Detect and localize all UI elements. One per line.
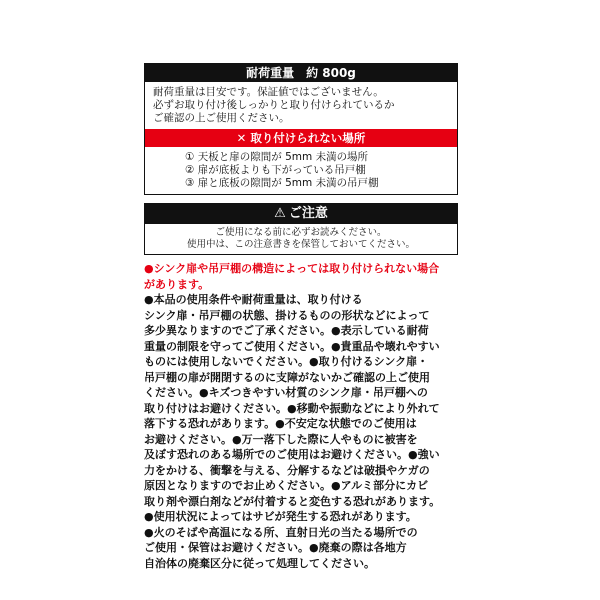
precaution-line: ●本品の使用条件や耐荷重量は、取り付ける xyxy=(144,293,363,306)
precaution-line: 多少異なりますのでご了承ください。●表示している耐荷 xyxy=(144,324,429,337)
no-install-conditions xyxy=(145,147,457,194)
weight-note-line: ご確認の上ご使用ください。 xyxy=(153,112,290,124)
precaution-line-red: があります。 xyxy=(144,277,210,291)
precaution-line: ください。●キズつきやすい材質のシンク扉・吊戸棚への xyxy=(144,386,428,399)
condition-item: ① 天板と扉の隙間が 5mm 未満の場所 xyxy=(185,151,369,163)
precaution-line: 取り付けはお避けください。●移動や振動などにより外れて xyxy=(144,401,440,415)
no-install-header xyxy=(145,129,457,147)
condition-item: ② 扉が底板よりも下がっている吊戸棚 xyxy=(185,164,366,176)
caution-header xyxy=(145,204,457,224)
precaution-line: 取り剤や漂白剤などが付着すると変色する恐れがあります。 xyxy=(144,494,441,508)
no-install-title: 取り付けられない場所 xyxy=(250,131,366,145)
cross-icon: ✕ xyxy=(236,131,247,145)
precaution-line: 吊戸棚の扉が開閉するのに支障がないかご確認の上ご使用 xyxy=(144,370,430,384)
precaution-line: 自治体の廃棄区分に従って処理してください。 xyxy=(144,556,375,570)
weight-notes xyxy=(145,82,457,129)
precaution-line-red: ●シンク扉や吊戸棚の構造によっては取り付けられない場合 xyxy=(144,262,440,275)
precaution-line: お避けください。●万一落下した際に人やものに被害を xyxy=(144,432,418,446)
precaution-line: 力をかける、衝撃を与える、分解するなどは破損やケガの xyxy=(144,463,430,477)
weight-note-line: 必ずお取り付け後しっかりと取り付けられているか xyxy=(153,99,395,111)
weight-box xyxy=(144,63,458,195)
caution-box xyxy=(144,203,458,255)
precaution-line: 及ぼす恐れのある場所でのご使用はお避けください。●強い xyxy=(144,448,440,461)
caution-note-line: ご使用になる前に必ずお読みください。 xyxy=(215,227,387,238)
precaution-line: 落下する恐れがあります。●不安定な状態でのご使用は xyxy=(144,417,417,430)
precaution-line: ●使用状況によってはサビが発生する恐れがあります。 xyxy=(144,510,417,523)
weight-header: 耐荷重量 約 800g xyxy=(145,64,457,82)
precaution-line: シンク扉・吊戸棚の状態、掛けるものの形状などによって xyxy=(144,308,430,322)
precaution-line: ご使用・保管はお避けください。●廃棄の際は各地方 xyxy=(144,541,407,554)
caution-notes xyxy=(145,224,457,254)
precaution-line: ●火のそばや高温になる所、直射日光の当たる場所での xyxy=(144,525,418,539)
product-notice xyxy=(144,63,458,571)
caution-note-line: 使用中は、この注意書きを保管しておいてください。 xyxy=(186,239,415,250)
condition-item: ③ 扉と底板の隙間が 5mm 未満の吊戸棚 xyxy=(185,177,379,189)
precaution-line: 原因となりますのでお止めください。●アルミ部分にカビ xyxy=(144,479,429,492)
usage-precautions xyxy=(144,261,458,571)
weight-note-line: 耐荷重量は目安です。保証値ではございません。 xyxy=(153,86,384,98)
warning-triangle-icon: ⚠ xyxy=(274,206,286,221)
caution-title: ご注意 xyxy=(288,206,328,221)
precaution-line: ものには使用しないでください。●取り付けるシンク扉・ xyxy=(144,355,429,368)
precaution-line: 重量の制限を守ってご使用ください。●貴重品や壊れやすい xyxy=(144,339,440,353)
